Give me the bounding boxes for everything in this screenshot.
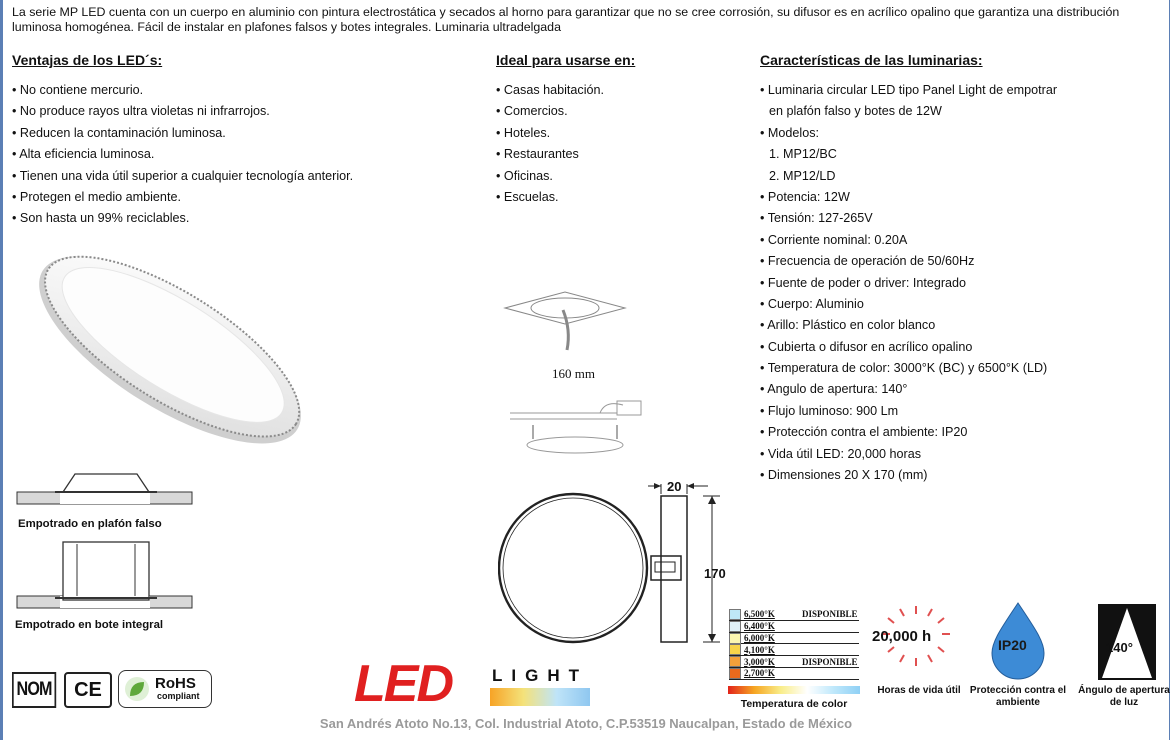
size-160-label: 160 mm xyxy=(552,366,595,381)
caracteristicas-list xyxy=(760,80,1057,486)
list-item: • Oficinas. xyxy=(496,166,604,187)
list-item: • Potencia: 12W xyxy=(760,187,1057,208)
list-item: • Tienen una vida útil superior a cualquier tecnología anterior. xyxy=(12,166,353,187)
led-logo: LED xyxy=(354,655,452,713)
ideal-list xyxy=(496,80,604,208)
temperature-value: 4,100°K xyxy=(744,644,775,655)
list-item: • Arillo: Plástico en color blanco xyxy=(760,315,1057,336)
rohs-sub: compliant xyxy=(157,691,200,701)
list-item: • Reducen la contaminación luminosa. xyxy=(12,123,353,144)
ventajas-heading: Ventajas de los LED´s: xyxy=(12,52,163,68)
temperature-swatch xyxy=(729,668,741,679)
list-item: • Luminaria circular LED tipo Panel Light de empotrar xyxy=(760,80,1057,101)
list-item: • Restaurantes xyxy=(496,144,604,165)
dim-170-label: 170 xyxy=(704,566,726,581)
plafon-drawing xyxy=(15,470,195,510)
led-panel-image xyxy=(20,240,320,460)
dimension-drawing xyxy=(498,474,738,650)
list-item: • Alta eficiencia luminosa. xyxy=(12,144,353,165)
ip-label: Protección contra el ambiente xyxy=(969,685,1067,708)
temperature-swatch xyxy=(729,644,741,655)
ideal-heading: Ideal para usarse en: xyxy=(496,52,636,68)
light-gradient-bar xyxy=(490,688,590,706)
list-item: • Tensión: 127-265V xyxy=(760,208,1057,229)
temperature-row xyxy=(729,668,859,680)
angle-value: 140° xyxy=(1106,640,1133,655)
list-item: • Flujo luminoso: 900 Lm xyxy=(760,401,1057,422)
list-item: • Modelos: xyxy=(760,123,1057,144)
temperature-row xyxy=(729,656,859,668)
disponible-label: DISPONIBLE xyxy=(802,656,858,667)
rohs-logo xyxy=(118,670,212,708)
panel-driver-drawing xyxy=(495,280,635,360)
bote-caption: Empotrado en bote integral xyxy=(15,619,164,631)
dim-20-label: 20 xyxy=(667,479,682,494)
caracteristicas-heading: Características de las luminarias: xyxy=(760,52,983,68)
list-item: • Corriente nominal: 0.20A xyxy=(760,230,1057,251)
temperature-value: 6,500°K xyxy=(744,609,775,620)
list-item: • Cuerpo: Aluminio xyxy=(760,294,1057,315)
nom-logo: NOM xyxy=(12,672,56,708)
temperature-label: Temperatura de color xyxy=(740,698,848,710)
plafon-caption: Empotrado en plafón falso xyxy=(18,518,162,530)
temperature-swatch xyxy=(729,609,741,620)
list-item: • Comercios. xyxy=(496,101,604,122)
footer-address: San Andrés Atoto No.13, Col. Industrial Atoto, C.P.53519 Naucalpan, Estado de México xyxy=(319,716,853,731)
list-item: • No produce rayos ultra violetas ni infrarrojos. xyxy=(12,101,353,122)
list-item: • Temperatura de color: 3000°K (BC) y 6500°K (LD) xyxy=(760,358,1057,379)
list-item: • Dimensiones 20 X 170 (mm) xyxy=(760,465,1057,486)
ip-value: IP20 xyxy=(998,637,1027,653)
list-item: • Protegen el medio ambiente. xyxy=(12,187,353,208)
temperature-value: 3,000°K xyxy=(744,656,775,667)
temperature-row xyxy=(729,644,859,656)
list-item: • Protección contra el ambiente: IP20 xyxy=(760,422,1057,443)
temperature-swatch xyxy=(729,621,741,632)
ce-logo: CE xyxy=(64,672,112,708)
bote-drawing xyxy=(15,538,195,613)
temperature-row xyxy=(729,633,859,645)
temperature-table xyxy=(729,609,859,680)
list-item: • Son hasta un 99% reciclables. xyxy=(12,208,353,229)
temperature-row xyxy=(729,609,859,621)
temperature-row xyxy=(729,621,859,633)
leaf-icon xyxy=(124,676,150,702)
list-item: • Frecuencia de operación de 50/60Hz xyxy=(760,251,1057,272)
disponible-label: DISPONIBLE xyxy=(802,609,858,620)
list-item: • Fuente de poder o driver: Integrado xyxy=(760,273,1057,294)
rohs-text: RoHS xyxy=(155,675,196,692)
intro-paragraph: La serie MP LED cuenta con un cuerpo en aluminio con pintura electrostática y secados al horno para garantizar que no se cree corrosión, su difusor es en acrílico opalino que garantiza una distribución luminosa homogénea. Fácil de instalar en plafones falsos y botes integrales. Luminaria ultradelgada xyxy=(12,5,1120,34)
list-item: • Vida útil LED: 20,000 horas xyxy=(760,444,1057,465)
list-item: • Cubierta o difusor en acrílico opalino xyxy=(760,337,1057,358)
list-item: • Escuelas. xyxy=(496,187,604,208)
list-item: • No contiene mercurio. xyxy=(12,80,353,101)
list-item: en plafón falso y botes de 12W xyxy=(769,104,942,119)
hours-value: 20,000 h xyxy=(872,628,932,645)
list-item: • Casas habitación. xyxy=(496,80,604,101)
list-item: 2. MP12/LD xyxy=(769,168,836,183)
temperature-swatch xyxy=(729,633,741,644)
temperature-gradient xyxy=(728,686,860,694)
angle-label: Ángulo de apertura de luz xyxy=(1078,685,1170,708)
light-logo: LIGHT xyxy=(492,666,588,685)
side-profile-drawing xyxy=(505,395,655,465)
temperature-value: 6,000°K xyxy=(744,632,775,643)
temperature-value: 6,400°K xyxy=(744,621,775,632)
temperature-value: 2,700°K xyxy=(744,668,775,679)
temperature-swatch xyxy=(729,656,741,667)
list-item: • Angulo de apertura: 140° xyxy=(760,379,1057,400)
ventajas-list xyxy=(12,80,353,230)
list-item: • Hoteles. xyxy=(496,123,604,144)
hours-label: Horas de vida útil xyxy=(877,685,961,696)
list-item: 1. MP12/BC xyxy=(769,147,837,162)
